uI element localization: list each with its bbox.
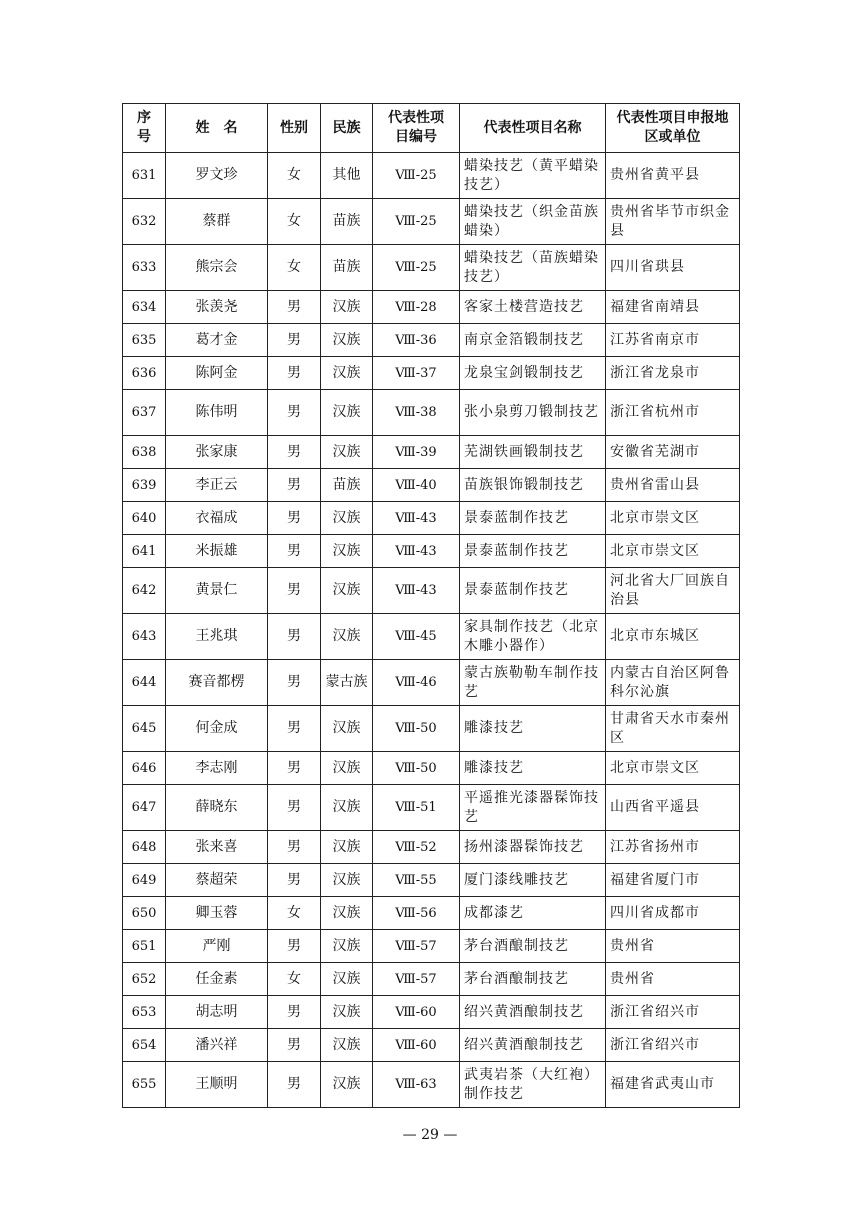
cell-name: 衣福成 xyxy=(166,502,268,535)
cell-project: 苗族银饰锻制技艺 xyxy=(460,469,606,502)
cell-project: 龙泉宝剑锻制技艺 xyxy=(460,357,606,390)
cell-code: Ⅷ-57 xyxy=(373,930,460,963)
cell-gender: 男 xyxy=(268,831,321,864)
table-row xyxy=(123,752,740,785)
table-row xyxy=(123,245,740,291)
cell-name: 张家康 xyxy=(166,436,268,469)
cell-index: 646 xyxy=(123,752,166,785)
cell-index: 639 xyxy=(123,469,166,502)
cell-region: 江苏省扬州市 xyxy=(606,831,740,864)
table-row xyxy=(123,357,740,390)
table-row xyxy=(123,1062,740,1108)
cell-region: 浙江省龙泉市 xyxy=(606,357,740,390)
cell-name: 张来喜 xyxy=(166,831,268,864)
cell-ethnicity: 苗族 xyxy=(321,199,373,245)
header-ethnicity: 民族 xyxy=(321,104,373,153)
header-project: 代表性项目名称 xyxy=(460,104,606,153)
cell-gender: 男 xyxy=(268,469,321,502)
cell-code: Ⅷ-60 xyxy=(373,1029,460,1062)
cell-project: 景泰蓝制作技艺 xyxy=(460,502,606,535)
cell-gender: 男 xyxy=(268,436,321,469)
cell-code: Ⅷ-46 xyxy=(373,660,460,706)
cell-index: 649 xyxy=(123,864,166,897)
cell-project: 扬州漆器髹饰技艺 xyxy=(460,831,606,864)
cell-gender: 男 xyxy=(268,706,321,752)
cell-project: 成都漆艺 xyxy=(460,897,606,930)
table-row xyxy=(123,291,740,324)
cell-region: 甘肃省天水市秦州区 xyxy=(606,706,740,752)
cell-region: 山西省平遥县 xyxy=(606,785,740,831)
cell-gender: 男 xyxy=(268,390,321,436)
cell-index: 641 xyxy=(123,535,166,568)
cell-project: 雕漆技艺 xyxy=(460,706,606,752)
heritage-inheritors-table xyxy=(122,103,740,1108)
cell-index: 643 xyxy=(123,614,166,660)
cell-project: 客家土楼营造技艺 xyxy=(460,291,606,324)
cell-gender: 男 xyxy=(268,614,321,660)
cell-project: 绍兴黄酒酿制技艺 xyxy=(460,1029,606,1062)
cell-ethnicity: 汉族 xyxy=(321,996,373,1029)
cell-name: 蔡超荣 xyxy=(166,864,268,897)
cell-gender: 男 xyxy=(268,752,321,785)
cell-ethnicity: 汉族 xyxy=(321,614,373,660)
cell-index: 642 xyxy=(123,568,166,614)
cell-index: 647 xyxy=(123,785,166,831)
cell-name: 赛音都楞 xyxy=(166,660,268,706)
cell-index: 635 xyxy=(123,324,166,357)
cell-gender: 女 xyxy=(268,897,321,930)
cell-code: Ⅷ-38 xyxy=(373,390,460,436)
cell-code: Ⅷ-52 xyxy=(373,831,460,864)
cell-ethnicity: 汉族 xyxy=(321,568,373,614)
cell-code: Ⅷ-56 xyxy=(373,897,460,930)
cell-gender: 男 xyxy=(268,996,321,1029)
cell-name: 胡志明 xyxy=(166,996,268,1029)
cell-code: Ⅷ-25 xyxy=(373,153,460,199)
cell-name: 熊宗会 xyxy=(166,245,268,291)
cell-project: 绍兴黄酒酿制技艺 xyxy=(460,996,606,1029)
cell-code: Ⅷ-51 xyxy=(373,785,460,831)
cell-index: 650 xyxy=(123,897,166,930)
cell-region: 内蒙古自治区阿鲁科尔沁旗 xyxy=(606,660,740,706)
table-row xyxy=(123,785,740,831)
table-row xyxy=(123,324,740,357)
cell-name: 李正云 xyxy=(166,469,268,502)
cell-project: 芜湖铁画锻制技艺 xyxy=(460,436,606,469)
cell-index: 655 xyxy=(123,1062,166,1108)
cell-gender: 男 xyxy=(268,785,321,831)
cell-project: 平遥推光漆器髹饰技艺 xyxy=(460,785,606,831)
cell-region: 贵州省黄平县 xyxy=(606,153,740,199)
cell-ethnicity: 汉族 xyxy=(321,502,373,535)
cell-index: 644 xyxy=(123,660,166,706)
cell-name: 葛才金 xyxy=(166,324,268,357)
table-header-row xyxy=(123,104,740,153)
cell-name: 何金成 xyxy=(166,706,268,752)
cell-index: 640 xyxy=(123,502,166,535)
cell-ethnicity: 苗族 xyxy=(321,245,373,291)
table-row xyxy=(123,199,740,245)
table-row xyxy=(123,897,740,930)
cell-code: Ⅷ-55 xyxy=(373,864,460,897)
cell-code: Ⅷ-25 xyxy=(373,199,460,245)
cell-ethnicity: 汉族 xyxy=(321,1029,373,1062)
cell-name: 严刚 xyxy=(166,930,268,963)
cell-index: 634 xyxy=(123,291,166,324)
cell-project: 家具制作技艺（北京木雕小器作） xyxy=(460,614,606,660)
table-row xyxy=(123,963,740,996)
cell-gender: 男 xyxy=(268,568,321,614)
header-code: 代表性项目编号 xyxy=(373,104,460,153)
cell-ethnicity: 汉族 xyxy=(321,291,373,324)
cell-project: 茅台酒酿制技艺 xyxy=(460,930,606,963)
cell-project: 蜡染技艺（苗族蜡染技艺） xyxy=(460,245,606,291)
table-row xyxy=(123,831,740,864)
cell-gender: 女 xyxy=(268,199,321,245)
cell-region: 河北省大厂回族自治县 xyxy=(606,568,740,614)
cell-code: Ⅷ-43 xyxy=(373,568,460,614)
cell-index: 648 xyxy=(123,831,166,864)
cell-index: 632 xyxy=(123,199,166,245)
cell-ethnicity: 汉族 xyxy=(321,864,373,897)
cell-region: 江苏省南京市 xyxy=(606,324,740,357)
cell-project: 南京金箔锻制技艺 xyxy=(460,324,606,357)
cell-code: Ⅷ-36 xyxy=(373,324,460,357)
cell-index: 631 xyxy=(123,153,166,199)
cell-gender: 男 xyxy=(268,357,321,390)
cell-project: 蜡染技艺（织金苗族蜡染） xyxy=(460,199,606,245)
cell-index: 654 xyxy=(123,1029,166,1062)
cell-ethnicity: 汉族 xyxy=(321,930,373,963)
cell-code: Ⅷ-50 xyxy=(373,752,460,785)
cell-region: 福建省武夷山市 xyxy=(606,1062,740,1108)
cell-index: 653 xyxy=(123,996,166,1029)
cell-name: 王兆琪 xyxy=(166,614,268,660)
table-row xyxy=(123,153,740,199)
cell-region: 浙江省杭州市 xyxy=(606,390,740,436)
cell-region: 贵州省毕节市织金县 xyxy=(606,199,740,245)
cell-index: 652 xyxy=(123,963,166,996)
cell-gender: 男 xyxy=(268,864,321,897)
cell-code: Ⅷ-39 xyxy=(373,436,460,469)
cell-code: Ⅷ-57 xyxy=(373,963,460,996)
cell-project: 厦门漆线雕技艺 xyxy=(460,864,606,897)
cell-name: 陈阿金 xyxy=(166,357,268,390)
cell-region: 四川省成都市 xyxy=(606,897,740,930)
cell-ethnicity: 汉族 xyxy=(321,535,373,568)
cell-region: 安徽省芜湖市 xyxy=(606,436,740,469)
cell-index: 651 xyxy=(123,930,166,963)
cell-code: Ⅷ-40 xyxy=(373,469,460,502)
cell-project: 武夷岩茶（大红袍）制作技艺 xyxy=(460,1062,606,1108)
cell-code: Ⅷ-37 xyxy=(373,357,460,390)
cell-region: 北京市崇文区 xyxy=(606,535,740,568)
cell-index: 633 xyxy=(123,245,166,291)
cell-project: 蒙古族勒勒车制作技艺 xyxy=(460,660,606,706)
cell-code: Ⅷ-45 xyxy=(373,614,460,660)
cell-ethnicity: 汉族 xyxy=(321,963,373,996)
cell-gender: 男 xyxy=(268,502,321,535)
table-row xyxy=(123,436,740,469)
table-row xyxy=(123,502,740,535)
table-row xyxy=(123,568,740,614)
cell-ethnicity: 汉族 xyxy=(321,324,373,357)
cell-ethnicity: 汉族 xyxy=(321,390,373,436)
table-row xyxy=(123,469,740,502)
cell-gender: 男 xyxy=(268,930,321,963)
table-row xyxy=(123,535,740,568)
cell-gender: 女 xyxy=(268,963,321,996)
cell-project: 蜡染技艺（黄平蜡染技艺） xyxy=(460,153,606,199)
cell-ethnicity: 汉族 xyxy=(321,1062,373,1108)
header-name: 姓 名 xyxy=(166,104,268,153)
cell-code: Ⅷ-50 xyxy=(373,706,460,752)
cell-region: 贵州省雷山县 xyxy=(606,469,740,502)
cell-code: Ⅷ-63 xyxy=(373,1062,460,1108)
cell-region: 四川省珙县 xyxy=(606,245,740,291)
cell-code: Ⅷ-28 xyxy=(373,291,460,324)
cell-gender: 女 xyxy=(268,153,321,199)
cell-ethnicity: 汉族 xyxy=(321,785,373,831)
cell-region: 北京市崇文区 xyxy=(606,752,740,785)
cell-gender: 男 xyxy=(268,660,321,706)
cell-ethnicity: 汉族 xyxy=(321,831,373,864)
cell-code: Ⅷ-43 xyxy=(373,535,460,568)
cell-name: 任金素 xyxy=(166,963,268,996)
cell-ethnicity: 汉族 xyxy=(321,752,373,785)
cell-gender: 男 xyxy=(268,1062,321,1108)
table-row xyxy=(123,706,740,752)
cell-name: 李志刚 xyxy=(166,752,268,785)
cell-gender: 男 xyxy=(268,291,321,324)
page-number: — 29 — xyxy=(402,1127,458,1143)
cell-region: 北京市东城区 xyxy=(606,614,740,660)
cell-code: Ⅷ-43 xyxy=(373,502,460,535)
cell-project: 雕漆技艺 xyxy=(460,752,606,785)
cell-name: 陈伟明 xyxy=(166,390,268,436)
cell-project: 景泰蓝制作技艺 xyxy=(460,568,606,614)
header-index: 序号 xyxy=(123,104,166,153)
table-row xyxy=(123,390,740,436)
table-row xyxy=(123,930,740,963)
cell-ethnicity: 苗族 xyxy=(321,469,373,502)
table-row xyxy=(123,864,740,897)
cell-index: 645 xyxy=(123,706,166,752)
cell-name: 黄景仁 xyxy=(166,568,268,614)
cell-index: 636 xyxy=(123,357,166,390)
cell-gender: 男 xyxy=(268,1029,321,1062)
cell-ethnicity: 其他 xyxy=(321,153,373,199)
cell-project: 茅台酒酿制技艺 xyxy=(460,963,606,996)
cell-ethnicity: 蒙古族 xyxy=(321,660,373,706)
cell-name: 米振雄 xyxy=(166,535,268,568)
cell-name: 卿玉蓉 xyxy=(166,897,268,930)
cell-name: 薛晓东 xyxy=(166,785,268,831)
table-body xyxy=(123,153,740,1108)
cell-name: 潘兴祥 xyxy=(166,1029,268,1062)
cell-name: 王顺明 xyxy=(166,1062,268,1108)
cell-gender: 女 xyxy=(268,245,321,291)
cell-ethnicity: 汉族 xyxy=(321,897,373,930)
cell-project: 张小泉剪刀锻制技艺 xyxy=(460,390,606,436)
cell-index: 638 xyxy=(123,436,166,469)
cell-code: Ⅷ-25 xyxy=(373,245,460,291)
table-row xyxy=(123,660,740,706)
cell-ethnicity: 汉族 xyxy=(321,357,373,390)
cell-ethnicity: 汉族 xyxy=(321,706,373,752)
cell-project: 景泰蓝制作技艺 xyxy=(460,535,606,568)
cell-region: 贵州省 xyxy=(606,930,740,963)
cell-region: 北京市崇文区 xyxy=(606,502,740,535)
table-row xyxy=(123,614,740,660)
cell-ethnicity: 汉族 xyxy=(321,436,373,469)
cell-gender: 男 xyxy=(268,324,321,357)
cell-region: 浙江省绍兴市 xyxy=(606,1029,740,1062)
cell-name: 蔡群 xyxy=(166,199,268,245)
cell-gender: 男 xyxy=(268,535,321,568)
header-gender: 性别 xyxy=(268,104,321,153)
cell-name: 罗文珍 xyxy=(166,153,268,199)
cell-region: 福建省南靖县 xyxy=(606,291,740,324)
table-row xyxy=(123,1029,740,1062)
cell-name: 张羡尧 xyxy=(166,291,268,324)
cell-region: 福建省厦门市 xyxy=(606,864,740,897)
cell-index: 637 xyxy=(123,390,166,436)
cell-code: Ⅷ-60 xyxy=(373,996,460,1029)
cell-region: 贵州省 xyxy=(606,963,740,996)
cell-region: 浙江省绍兴市 xyxy=(606,996,740,1029)
table-row xyxy=(123,996,740,1029)
header-region: 代表性项目申报地区或单位 xyxy=(606,104,740,153)
